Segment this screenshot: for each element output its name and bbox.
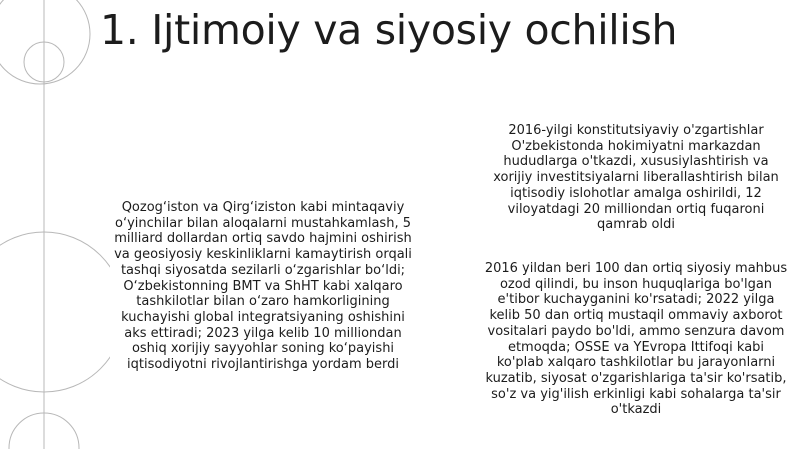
- slide-title: 1. Ijtimoiy va siyosiy ochilish: [100, 6, 678, 54]
- right-top-text-block: 2016-yilgi konstitutsiyaviy o'zgartishlar O'zbekistonda hokimiyatni markazdan hududlarga o'tkazdi, xususiylashtirish va xorijiy investitsiyalarni liberallashtirish bilan iqtisodiy islohotlar amalga oshirildi, 12 viloyatdagi 20 milliondan ortiq fuqaroni qamrab oldi: [493, 123, 779, 233]
- left-text-block: Qozog‘iston va Qirg‘iziston kabi mintaqaviy o‘yinchilar bilan aloqalarni mustahkamlash, 5 milliard dollardan ortiq savdo hajmini oshirish va geosiyosiy keskinliklarni kamaytirish orqali tashqi siyosatda sezilarli o‘zgarishlar bo‘ldi; O‘zbekistonning BMT va ShHT kabi xalqaro tashkilotlar bilan o‘zaro hamkorligining kuchayishi global integratsiyaning oshishini aks ettiradi; 2023 yilga kelib 10 milliondan oshiq xorijiy sayyohlar soning ko‘payishi iqtisodiyotni rivojlantirishga yordam berdi: [114, 200, 412, 373]
- right-bottom-text-block: 2016 yildan beri 100 dan ortiq siyosiy mahbus ozod qilindi, bu inson huquqlariga bo'lgan e'tibor kuchayganini ko'rsatadi; 2022 yilga kelib 50 dan ortiq mustaqil ommaviy axborot vositalari paydo bo'ldi, ammo senzura davom etmoqda; OSSE va YEvropa Ittifoqi kabi ko'plab xalqaro tashkilotlar bu jarayonlarni kuzatib, siyosat o'zgarishlariga ta'sir ko'rsatib, so'z va yig'ilish erkinligi kabi sohalarga ta'sir o'tkazdi: [484, 261, 788, 418]
